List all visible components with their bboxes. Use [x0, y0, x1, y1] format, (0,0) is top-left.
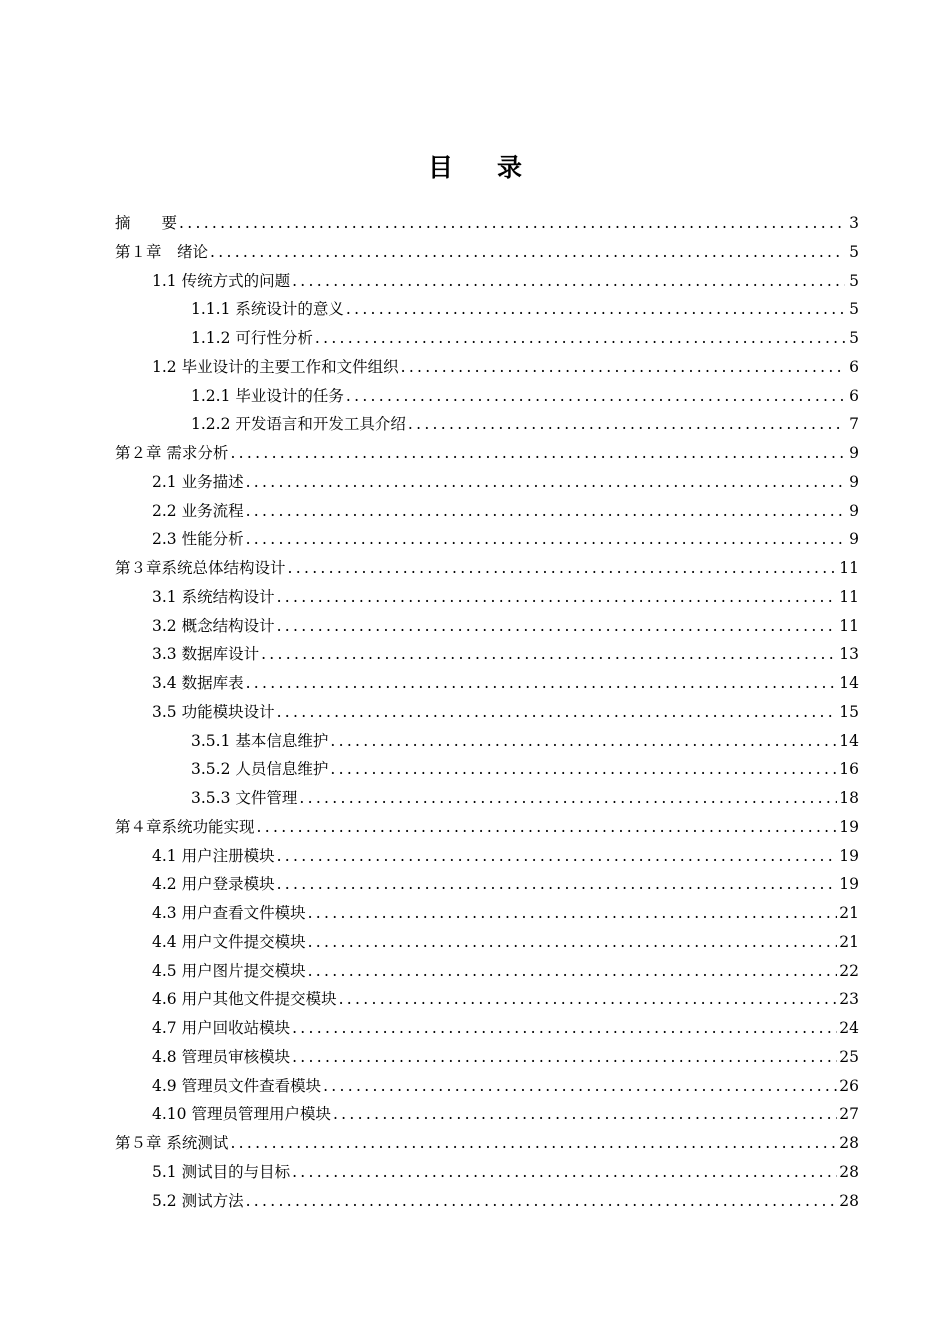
toc-entry-label: 1.2 毕业设计的主要工作和文件组织	[152, 357, 399, 376]
toc-entry[interactable]	[115, 1100, 859, 1129]
table-of-contents	[115, 209, 859, 1215]
toc-entry-page-number: 14	[839, 674, 859, 692]
toc-entry[interactable]	[115, 784, 859, 813]
toc-dot-leader	[246, 1187, 838, 1216]
toc-entry-page-number: 5	[849, 300, 859, 319]
toc-dot-leader	[292, 1014, 837, 1043]
toc-entry[interactable]	[115, 1158, 859, 1187]
toc-entry-page-number: 5	[849, 271, 859, 290]
toc-entry-page-number: 11	[839, 559, 859, 577]
toc-entry-page-number: 25	[839, 1047, 859, 1066]
toc-entry-label: 3.5.1 基本信息维护	[191, 731, 329, 750]
toc-entry[interactable]	[115, 985, 859, 1014]
toc-entry-label: 2.1 业务描述	[152, 472, 244, 491]
toc-entry-label: 3.2 概念结构设计	[152, 616, 275, 635]
toc-entry-page-number: 13	[839, 645, 859, 664]
toc-entry-page-number: 9	[849, 530, 859, 549]
toc-entry-label: 3.5.3 文件管理	[191, 789, 298, 807]
toc-dot-leader	[277, 698, 838, 727]
toc-entry[interactable]	[115, 497, 859, 526]
toc-dot-leader	[246, 468, 845, 497]
toc-entry-page-number: 11	[839, 616, 859, 635]
toc-dot-leader	[230, 1129, 837, 1158]
toc-entry[interactable]	[115, 870, 859, 899]
toc-entry-page-number: 23	[839, 990, 859, 1009]
toc-dot-leader	[292, 1043, 837, 1072]
toc-entry[interactable]	[115, 1014, 859, 1043]
toc-entry-label: 4.6 用户其他文件提交模块	[152, 990, 337, 1009]
toc-entry-page-number: 21	[839, 904, 859, 922]
toc-entry[interactable]	[115, 324, 859, 353]
toc-entry-page-number: 19	[839, 875, 859, 894]
toc-entry-page-number: 16	[839, 760, 859, 779]
toc-entry-page-number: 22	[839, 961, 859, 980]
toc-entry-label: 第４章系统功能实现	[115, 817, 255, 836]
toc-entry[interactable]	[115, 1043, 859, 1072]
toc-entry-page-number: 24	[839, 1019, 859, 1037]
toc-entry[interactable]	[115, 410, 859, 439]
toc-entry-page-number: 6	[849, 386, 859, 405]
toc-entry-label: 4.10 管理员管理用户模块	[152, 1105, 331, 1124]
toc-dot-leader	[277, 870, 838, 899]
toc-dot-leader	[292, 267, 845, 296]
toc-entry-label: 3.5.2 人员信息维护	[191, 760, 329, 779]
toc-entry[interactable]	[115, 698, 859, 727]
toc-entry-label: 4.3 用户查看文件模块	[152, 904, 306, 922]
toc-entry-label: 5.1 测试目的与目标	[152, 1162, 291, 1181]
toc-entry-label: 3.3 数据库设计	[152, 645, 260, 664]
toc-entry-page-number: 9	[849, 472, 859, 491]
toc-entry[interactable]	[115, 238, 859, 267]
toc-dot-leader	[246, 669, 838, 698]
toc-dot-leader	[257, 813, 838, 842]
toc-entry-label: 4.8 管理员审核模块	[152, 1047, 291, 1066]
toc-entry[interactable]	[115, 295, 859, 324]
toc-entry[interactable]	[115, 353, 859, 382]
toc-dot-leader	[333, 1100, 837, 1129]
toc-entry[interactable]	[115, 1072, 859, 1101]
toc-entry[interactable]	[115, 525, 859, 554]
title-char-2: 录	[497, 153, 523, 182]
toc-entry-label: 第５章 系统测试	[115, 1134, 229, 1152]
toc-dot-leader	[308, 957, 838, 986]
toc-entry-label: 4.7 用户回收站模块	[152, 1019, 291, 1037]
toc-entry-label: 4.1 用户注册模块	[152, 846, 275, 865]
toc-dot-leader	[246, 497, 845, 526]
toc-entry-label: 2.2 业务流程	[152, 501, 244, 520]
toc-entry[interactable]	[115, 928, 859, 957]
toc-entry[interactable]	[115, 612, 859, 641]
toc-entry-page-number: 9	[849, 501, 859, 520]
toc-dot-leader	[292, 1158, 837, 1187]
toc-dot-leader	[339, 985, 838, 1014]
toc-entry-label: 1.2.2 开发语言和开发工具介绍	[191, 415, 406, 434]
toc-dot-leader	[408, 410, 845, 439]
toc-entry-label: 4.2 用户登录模块	[152, 875, 275, 894]
page-title	[0, 148, 950, 188]
toc-dot-leader	[179, 209, 845, 238]
toc-entry-page-number: 19	[839, 817, 859, 836]
toc-dot-leader	[230, 439, 845, 468]
toc-entry-label: 2.3 性能分析	[152, 530, 244, 549]
toc-entry-label: 第１章 绪论	[115, 242, 209, 261]
toc-entry-label: 摘 要	[115, 214, 178, 232]
toc-dot-leader	[210, 238, 845, 267]
toc-entry-page-number: 7	[849, 415, 859, 434]
toc-entry-label: 1.1 传统方式的问题	[152, 271, 291, 290]
toc-entry[interactable]	[115, 755, 859, 784]
toc-dot-leader	[323, 1072, 837, 1101]
toc-dot-leader	[277, 612, 838, 641]
title-char-1: 目	[427, 153, 453, 182]
toc-dot-leader	[308, 899, 838, 928]
toc-dot-leader	[315, 324, 845, 353]
toc-entry-label: 1.1.2 可行性分析	[191, 329, 313, 347]
toc-entry[interactable]	[115, 669, 859, 698]
toc-entry[interactable]	[115, 899, 859, 928]
toc-entry-page-number: 11	[839, 587, 859, 606]
toc-entry-label: 4.9 管理员文件查看模块	[152, 1076, 322, 1095]
toc-entry-page-number: 28	[839, 1134, 859, 1152]
toc-entry-label: 3.1 系统结构设计	[152, 587, 275, 606]
toc-entry-page-number: 14	[839, 731, 859, 750]
toc-dot-leader	[330, 755, 837, 784]
toc-dot-leader	[261, 640, 837, 669]
toc-entry[interactable]	[115, 209, 859, 238]
toc-dot-leader	[299, 784, 837, 813]
toc-entry-page-number: 6	[849, 357, 859, 376]
toc-entry-label: 第３章系统总体结构设计	[115, 559, 286, 577]
toc-entry[interactable]	[115, 554, 859, 583]
toc-entry-label: 3.4 数据库表	[152, 674, 244, 692]
toc-entry[interactable]	[115, 439, 859, 468]
toc-entry-page-number: 5	[849, 329, 859, 347]
toc-entry-page-number: 3	[849, 214, 859, 232]
toc-entry-page-number: 21	[839, 932, 859, 951]
toc-entry-page-number: 5	[849, 242, 859, 261]
toc-entry-label: 5.2 测试方法	[152, 1191, 244, 1210]
toc-dot-leader	[346, 382, 845, 411]
toc-dot-leader	[277, 842, 838, 871]
toc-dot-leader	[246, 525, 845, 554]
toc-entry-page-number: 26	[839, 1076, 859, 1095]
toc-entry[interactable]	[115, 583, 859, 612]
toc-entry[interactable]	[115, 267, 859, 296]
toc-entry[interactable]	[115, 842, 859, 871]
toc-entry-label: 第２章 需求分析	[115, 444, 229, 462]
toc-entry-page-number: 28	[839, 1191, 859, 1210]
toc-entry[interactable]	[115, 1187, 859, 1216]
toc-dot-leader	[330, 727, 837, 756]
toc-dot-leader	[308, 928, 838, 957]
toc-entry[interactable]	[115, 468, 859, 497]
toc-entry-label: 1.2.1 毕业设计的任务	[191, 386, 344, 405]
toc-dot-leader	[288, 554, 838, 583]
toc-dot-leader	[401, 353, 845, 382]
toc-entry[interactable]	[115, 813, 859, 842]
toc-entry-page-number: 15	[839, 702, 859, 721]
toc-dot-leader	[277, 583, 838, 612]
toc-entry-label: 3.5 功能模块设计	[152, 702, 275, 721]
toc-entry[interactable]	[115, 957, 859, 986]
toc-entry[interactable]	[115, 727, 859, 756]
toc-entry-label: 4.5 用户图片提交模块	[152, 961, 306, 980]
toc-entry-page-number: 18	[839, 789, 859, 807]
toc-dot-leader	[346, 295, 845, 324]
toc-entry-page-number: 27	[839, 1105, 859, 1124]
toc-entry-label: 1.1.1 系统设计的意义	[191, 300, 344, 319]
toc-entry-page-number: 19	[839, 846, 859, 865]
toc-entry[interactable]	[115, 1129, 859, 1158]
toc-entry[interactable]	[115, 640, 859, 669]
toc-entry-page-number: 9	[849, 444, 859, 462]
toc-entry[interactable]	[115, 382, 859, 411]
toc-entry-page-number: 28	[839, 1162, 859, 1181]
toc-entry-label: 4.4 用户文件提交模块	[152, 932, 306, 951]
